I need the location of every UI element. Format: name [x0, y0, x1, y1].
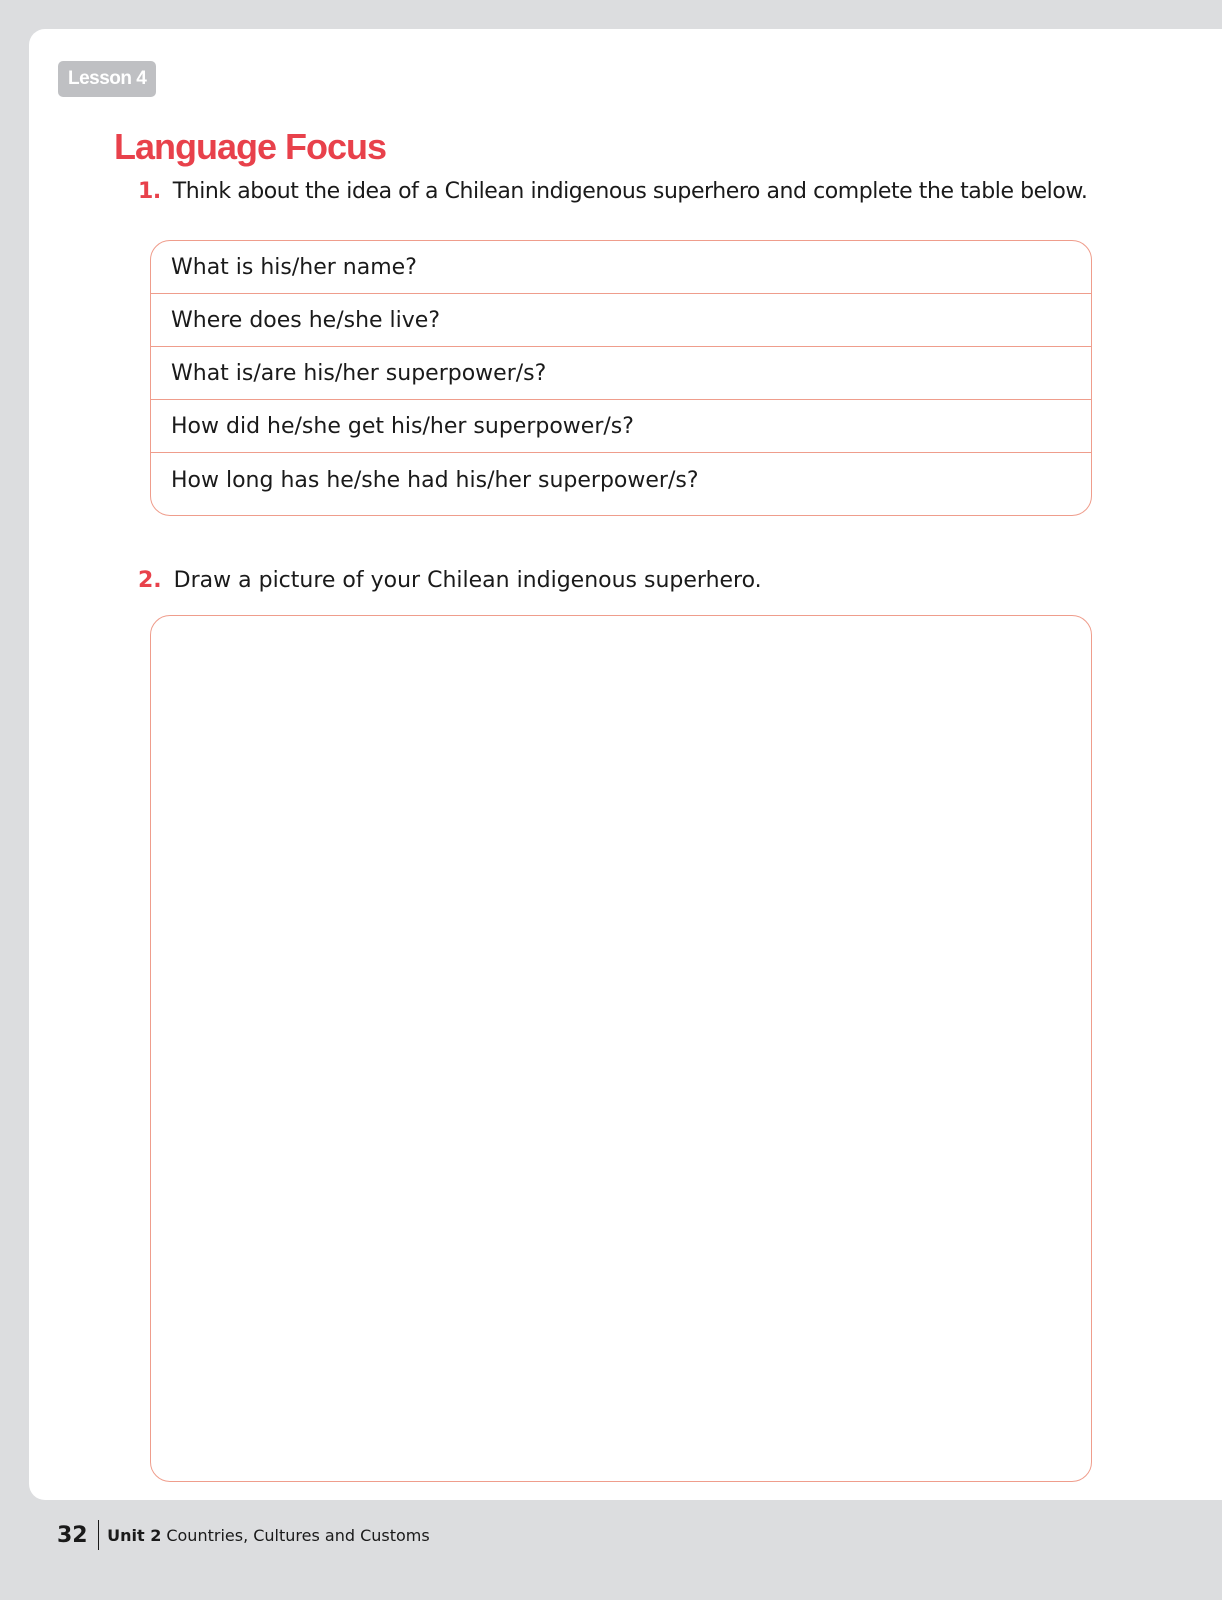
table-row[interactable]: [151, 241, 1091, 294]
lesson-tag: Lesson 4: [58, 61, 156, 97]
table-row[interactable]: [151, 347, 1091, 400]
page-number: 32: [57, 1522, 88, 1548]
exercise-1-instruction: [138, 177, 1087, 207]
table-row[interactable]: [151, 453, 1091, 508]
question-how-got: How did he/she get his/her superpower/s?: [171, 413, 634, 439]
exercise-1-text: Think about the idea of a Chilean indigenous superhero and complete the table below.: [172, 179, 1088, 204]
exercise-2-number: 2.: [138, 568, 162, 593]
exercise-1-number: 1.: [138, 179, 161, 204]
drawing-area[interactable]: [150, 615, 1092, 1482]
question-superpowers: What is/are his/her superpower/s?: [171, 360, 547, 386]
unit-label: Unit 2: [107, 1525, 162, 1545]
question-name: What is his/her name?: [171, 254, 417, 280]
table-row[interactable]: [151, 400, 1091, 453]
superhero-question-table: [150, 240, 1092, 516]
page-footer: [57, 1518, 430, 1552]
exercise-2-text: Draw a picture of your Chilean indigenous superhero.: [173, 568, 762, 593]
table-row[interactable]: [151, 294, 1091, 347]
unit-title: Countries, Cultures and Customs: [166, 1525, 430, 1545]
exercise-2-instruction: [138, 566, 762, 596]
footer-divider: [98, 1520, 100, 1550]
section-title: Language Focus: [114, 126, 387, 167]
question-where: Where does he/she live?: [171, 307, 441, 333]
question-how-long: How long has he/she had his/her superpower/s?: [171, 468, 699, 493]
